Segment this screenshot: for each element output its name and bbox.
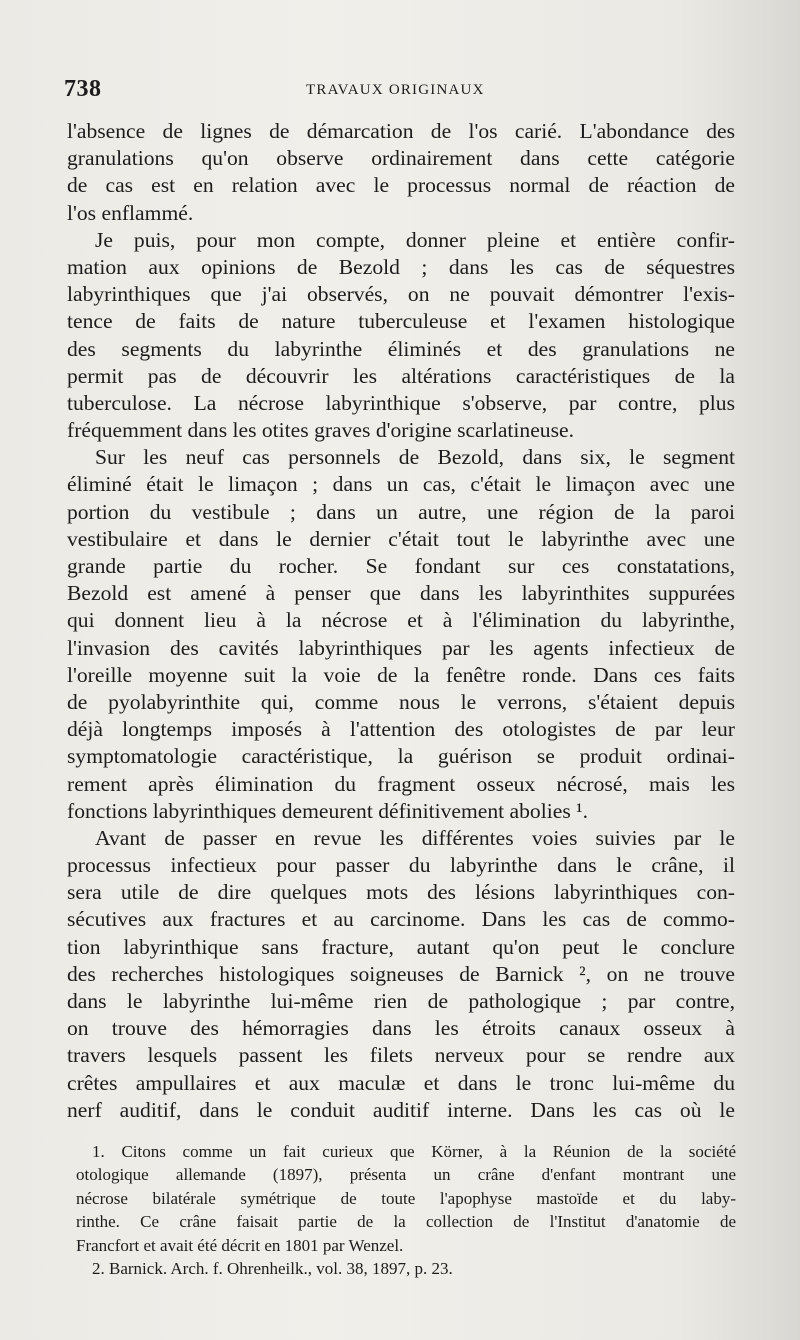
body-line: des recherches histologiques soigneuses de Barnick ², on ne trouve [67,961,735,986]
body-line: sera utile de dire quelques mots des lésions labyrinthiques con- [67,880,735,905]
body-line: fréquemment dans les otites graves d'origine scarlatineuse. [67,418,574,443]
footnote-line: otologique allemande (1897), présenta un crâne d'enfant montrant une [76,1165,736,1185]
body-line: tion labyrinthique sans fracture, autant qu'on peut le conclure [67,934,735,959]
running-title: TRAVAUX ORIGINAUX [306,82,485,98]
body-line: déjà longtemps imposés à l'attention des otologistes de par leur [67,717,735,742]
body-line: qui donnent lieu à la nécrose et à l'élimination du labyrinthe, [67,608,735,633]
page-number: 738 [64,76,102,102]
body-line: Bezold est amené à penser que dans les labyrinthites suppurées [67,581,735,606]
body-line: l'oreille moyenne suit la voie de la fenêtre ronde. Dans ces faits [67,662,735,687]
footnote-line: 1. Citons comme un fait curieux que Körner, à la Réunion de la société [92,1142,736,1161]
body-line: crêtes ampullaires et aux maculæ et dans le tronc lui-même du [67,1070,735,1095]
body-line: éliminé était le limaçon ; dans un cas, c'était le limaçon avec une [67,472,735,497]
body-line: travers lesquels passent les filets nerveux pour se rendre aux [67,1043,735,1068]
body-line: de cas est en relation avec le processus normal de réaction de [67,173,735,198]
body-line: portion du vestibule ; dans un autre, une région de la paroi [67,499,735,524]
body-line: granulations qu'on observe ordinairement dans cette catégorie [67,146,735,171]
body-line: labyrinthiques que j'ai observés, on ne pouvait démontrer l'exis- [67,282,735,307]
body-line: sécutives aux fractures et au carcinome. Dans les cas de commo- [67,907,735,932]
body-line: fonctions labyrinthiques demeurent définitivement abolies ¹. [67,798,588,823]
body-text [67,118,735,1124]
body-line: vestibulaire et dans le dernier c'était tout le labyrinthe avec une [67,526,735,551]
body-line: tence de faits de nature tuberculeuse et l'examen histologique [67,309,735,334]
body-line: des segments du labyrinthe éliminés et des granulations ne [67,336,735,361]
body-line: tuberculose. La nécrose labyrinthique s'observe, par contre, plus [67,390,735,415]
body-line: l'invasion des cavités labyrinthiques par les agents infectieux de [67,635,735,660]
body-line: l'os enflammé. [67,200,194,225]
body-line: permit pas de découvrir les altérations caractéristiques de la [67,363,735,388]
body-line: nerf auditif, dans le conduit auditif interne. Dans les cas où le [67,1097,735,1122]
body-line: rement après élimination du fragment osseux nécrosé, mais les [67,771,735,796]
body-line: symptomatologie caractéristique, la guérison se produit ordinai- [67,744,735,769]
body-line: Je puis, pour mon compte, donner pleine et entière confir- [95,227,735,252]
body-line: processus infectieux pour passer du labyrinthe dans le crâne, il [67,853,735,878]
body-line: de pyolabyrinthite qui, comme nous le verrons, s'étaient depuis [67,689,735,714]
footnote-line: nécrose bilatérale symétrique de toute l'apophyse mastoïde et du laby- [76,1188,736,1208]
footnote-line: Francfort et avait été décrit en 1801 par Wenzel. [76,1235,404,1255]
footnotes [76,1140,736,1280]
body-line: on trouve des hémorragies dans les étroits canaux osseux à [67,1016,735,1041]
body-line: l'absence de lignes de démarcation de l'os carié. L'abondance des [67,119,735,143]
body-line: Sur les neuf cas personnels de Bezold, dans six, le segment [95,445,735,470]
body-line: Avant de passer en revue les différentes voies suivies par le [95,825,735,850]
footnote-line: rinthe. Ce crâne faisait partie de la collection de l'Institut d'anatomie de [76,1212,736,1232]
running-head [64,72,724,106]
footnote-line: 2. Barnick. Arch. f. Ohrenheilk., vol. 38, 1897, p. 23. [92,1258,453,1278]
body-line: grande partie du rocher. Se fondant sur ces constatations, [67,554,735,578]
body-line: dans le labyrinthe lui-même rien de pathologique ; par contre, [67,989,735,1013]
body-line: mation aux opinions de Bezold ; dans les cas de séquestres [67,254,735,279]
